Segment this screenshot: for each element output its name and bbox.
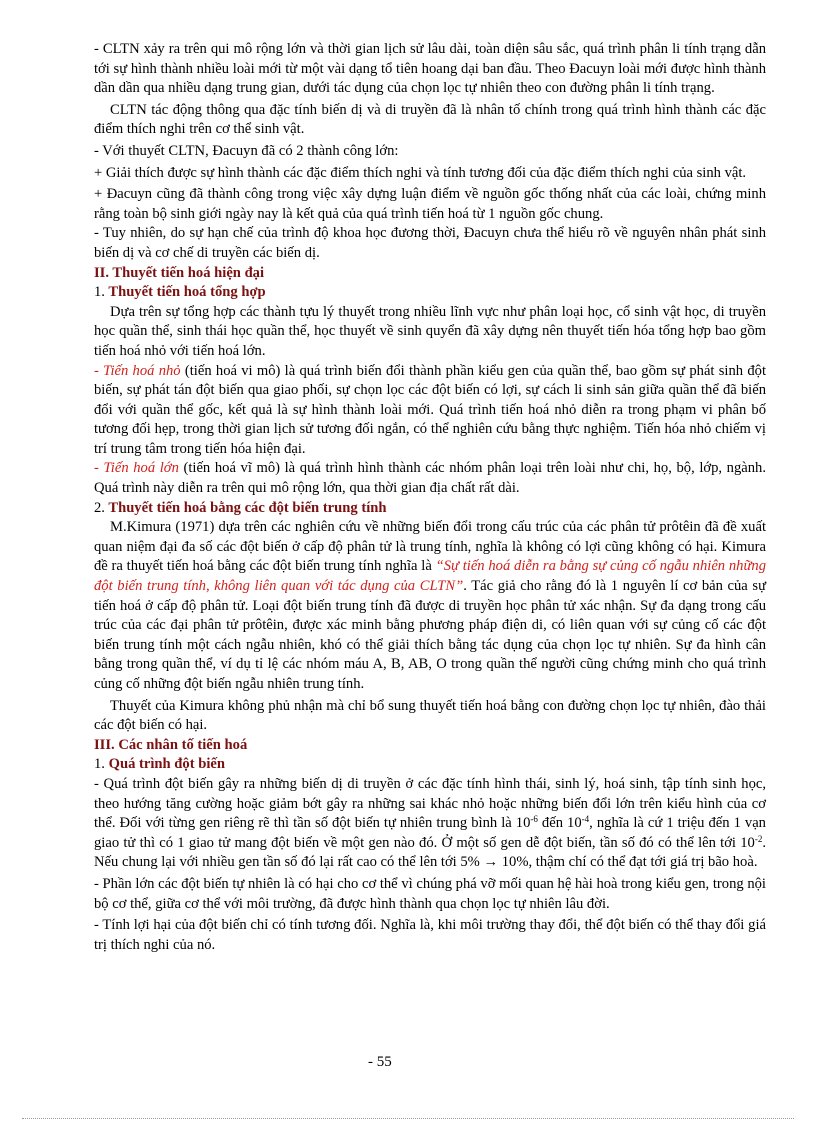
exponent: -4: [581, 814, 590, 825]
heading-section-II: II. Thuyết tiến hoá hiện đại: [94, 264, 265, 281]
definition-macroevolution: (tiến hoá vĩ mô) là quá trình hình thành các nhóm phân loại trên loài như chi, họ, bộ, lớp, ngành. Quá trình này diễn ra trên qui mô rộng lớn, qua thời gian địa chất rất dài.: [94, 460, 766, 497]
kimura-quote: “Sự tiến hoá diễn ra bằng sự củng cố ngẫu nhiên những đột biến trung tính, không liên quan với tác dụng của CLTN”: [94, 558, 767, 595]
page-number: - 55: [368, 1054, 392, 1070]
footer-divider: [22, 1118, 794, 1119]
paragraph-kimura: [94, 518, 766, 694]
kimura-text-a: M.Kimura (1971) dựa trên các nghiên cứu về những biến đổi trong cấu trúc của các phân tử prôtêin đã đề xuất quan niệm đại đa số các đột biến ở cấp độ phân tử là trung tính, nghĩa là không có lợi cũng không có hại. Kimura đề ra thuyết tiến hoá bằng các đột biến trung tính nghĩa là: [94, 519, 766, 575]
heading-text: Thuyết tiến hoá tổng hợp: [108, 284, 266, 301]
heading-number: 2.: [94, 499, 105, 516]
paragraph-mutation-relative: - Tính lợi hại của đột biến chỉ có tính tương đối. Nghĩa là, khi môi trường thay đổi, thể đột biến có thể thay đổi giá trị thích nghi của nó.: [94, 917, 766, 953]
paragraph-synthetic-theory: Dựa trên sự tổng hợp các thành tựu lý thuyết trong nhiều lĩnh vực như phân loại học, cổ sinh vật học, di truyền học quần thể, sinh thái học quần thể, học thuyết về sinh quyển đã xây dựng nên thuyết tiến hóa tổng hợp bao gồm tiến hoá nhỏ với tiến hoá lớn.: [94, 303, 766, 359]
mutation-text-c: , nghĩa là cứ 1 triệu đến 1 vạn giao tử thì có 1 giao tử mang đột biến về một gen nào đó. Ở một số gen dễ đột biến, tần số đó có thể lên tới 10: [94, 815, 766, 851]
kimura-text-b: . Tác giả cho rằng đó là 1 nguyên lí cơ bản của sự tiến hoá ở cấp độ phân tử. Loại đột biến trung tính đã được di truyền học phân tử xác nhận. Sự đa dạng trong cấu trúc của các đại phân tử prôtêin, được xác minh bằng phương pháp điện di, có liên quan với sự củng cố các đột biến trung tính một cách ngẫu nhiên, khó có thể giải thích bằng tác dụng của chọn lọc tự nhiên. Sự đa hình cân bằng trong quần thể, ví dụ tỉ lệ các nhóm máu A, B, AB, O trong quần thể người cũng chứng minh cho quá trình củng cố những đột biến ngẫu nhiên trung tính.: [94, 578, 766, 692]
exponent: -6: [530, 814, 538, 825]
paragraph-mutation-frequency: [94, 775, 766, 873]
term-microevolution: - Tiến hoá nhỏ: [94, 362, 181, 379]
heading-number: 1.: [94, 284, 105, 301]
paragraph-darwin-successes: - Với thuyết CLTN, Đacuyn đã có 2 thành công lớn:: [94, 142, 399, 159]
document-page: [94, 40, 766, 955]
paragraph-cltn-mechanism: CLTN tác động thông qua đặc tính biến dị và di truyền đã là nhân tố chính trong quá trình hình thành các đặc điểm thích nghi trên cơ thể sinh vật.: [94, 101, 766, 138]
paragraph-kimura-complement: Thuyết của Kimura không phủ nhận mà chỉ bổ sung thuyết tiến hoá bằng con đường chọn lọc tự nhiên, đào thải các đột biến có hại.: [94, 697, 766, 734]
heading-text: Quá trình đột biến: [108, 756, 225, 773]
heading-synthetic-theory: [94, 283, 766, 303]
heading-mutation-process: [94, 755, 766, 775]
paragraph-darwin-limits: - Tuy nhiên, do sự hạn chế của trình độ khoa học đương thời, Đacuyn chưa thể hiểu rõ về nguyên nhân phát sinh biến dị và cơ chế di truyền các biến dị.: [94, 225, 766, 261]
heading-neutral-theory: [94, 499, 766, 519]
paragraph-success-1: + Giải thích được sự hình thành các đặc điểm thích nghi và tính tương đối của đặc điểm thích nghi của sinh vật.: [94, 164, 747, 181]
mutation-text-b: đến 10: [537, 815, 582, 832]
heading-number: 1.: [94, 756, 105, 773]
mutation-text-d: . Nếu chung lại với nhiều gen tần số đó lại rất cao có thể lên tới 5% → 10%, thậm chí có thể đạt tới giá trị bão hoà.: [94, 834, 766, 871]
paragraph-macroevolution: [94, 459, 766, 498]
paragraph-success-2: + Đacuyn cũng đã thành công trong việc xây dựng luận điểm về nguồn gốc thống nhất của các loài, chứng minh rằng toàn bộ sinh giới ngày nay là kết quả của quá trình tiến hoá từ 1 nguồn gốc chung.: [94, 186, 766, 222]
paragraph-mutation-harmful: - Phần lớn các đột biến tự nhiên là có hại cho cơ thể vì chúng phá vỡ mối quan hệ hài hoà trong kiểu gen, trong nội bộ cơ thể, giữa cơ thể với môi trường, đã được hình thành qua chọn lọc tự nhiên lâu đời.: [94, 875, 766, 912]
paragraph-microevolution: [94, 362, 766, 460]
heading-section-III: III. Các nhân tố tiến hoá: [94, 736, 248, 753]
heading-text: Thuyết tiến hoá bằng các đột biến trung tính: [108, 499, 387, 516]
definition-microevolution: (tiến hoá vi mô) là quá trình biến đổi thành phần kiểu gen của quần thể, bao gồm sự phát sinh đột biến, sự phát tán đột biến qua giao phối, sự chọn lọc các đột biến có lợi, sự cách li sinh sản giữa quần thể đã biến đổi với quần thể gốc, kết quả là sự hình thành loài mới. Quá trình tiến hoá nhỏ diễn ra trong phạm vi phân bố tương đối hẹp, trong thời gian lịch sử tương đối ngắn, có thể nghiên cứu bằng thực nghiệm. Tiến hóa nhỏ chiếm vị trí trung tâm trong tiến hóa hiện đại.: [94, 362, 767, 457]
term-macroevolution: - Tiến hoá lớn: [94, 460, 179, 477]
paragraph-cltn-scale: - CLTN xảy ra trên qui mô rộng lớn và thời gian lịch sử lâu dài, toàn diện sâu sắc, quá trình phân li tính trạng dẫn tới sự hình thành nhiều loài mới từ một vài dạng tổ tiên hoang dại ban đầu. Theo Đacuyn loài mới được hình thành dần dần qua nhiều dạng trung gian, dưới tác dụng của chọn lọc tự nhiên theo con đường phân li tính trạng.: [94, 41, 766, 97]
exponent: -2: [754, 833, 763, 844]
mutation-text-a: - Quá trình đột biến gây ra những biến dị di truyền ở các đặc tính hình thái, sinh lý, hoá sinh, tập tính sinh học, theo hướng tăng cường hoặc giảm bớt gây ra những sai khác nhỏ hoặc những biến đổi lớn trên kiểu hình của cơ thể. Đối với từng gen riêng rẽ thì tần số đột biến tự nhiên trung bình là 10: [94, 775, 766, 832]
